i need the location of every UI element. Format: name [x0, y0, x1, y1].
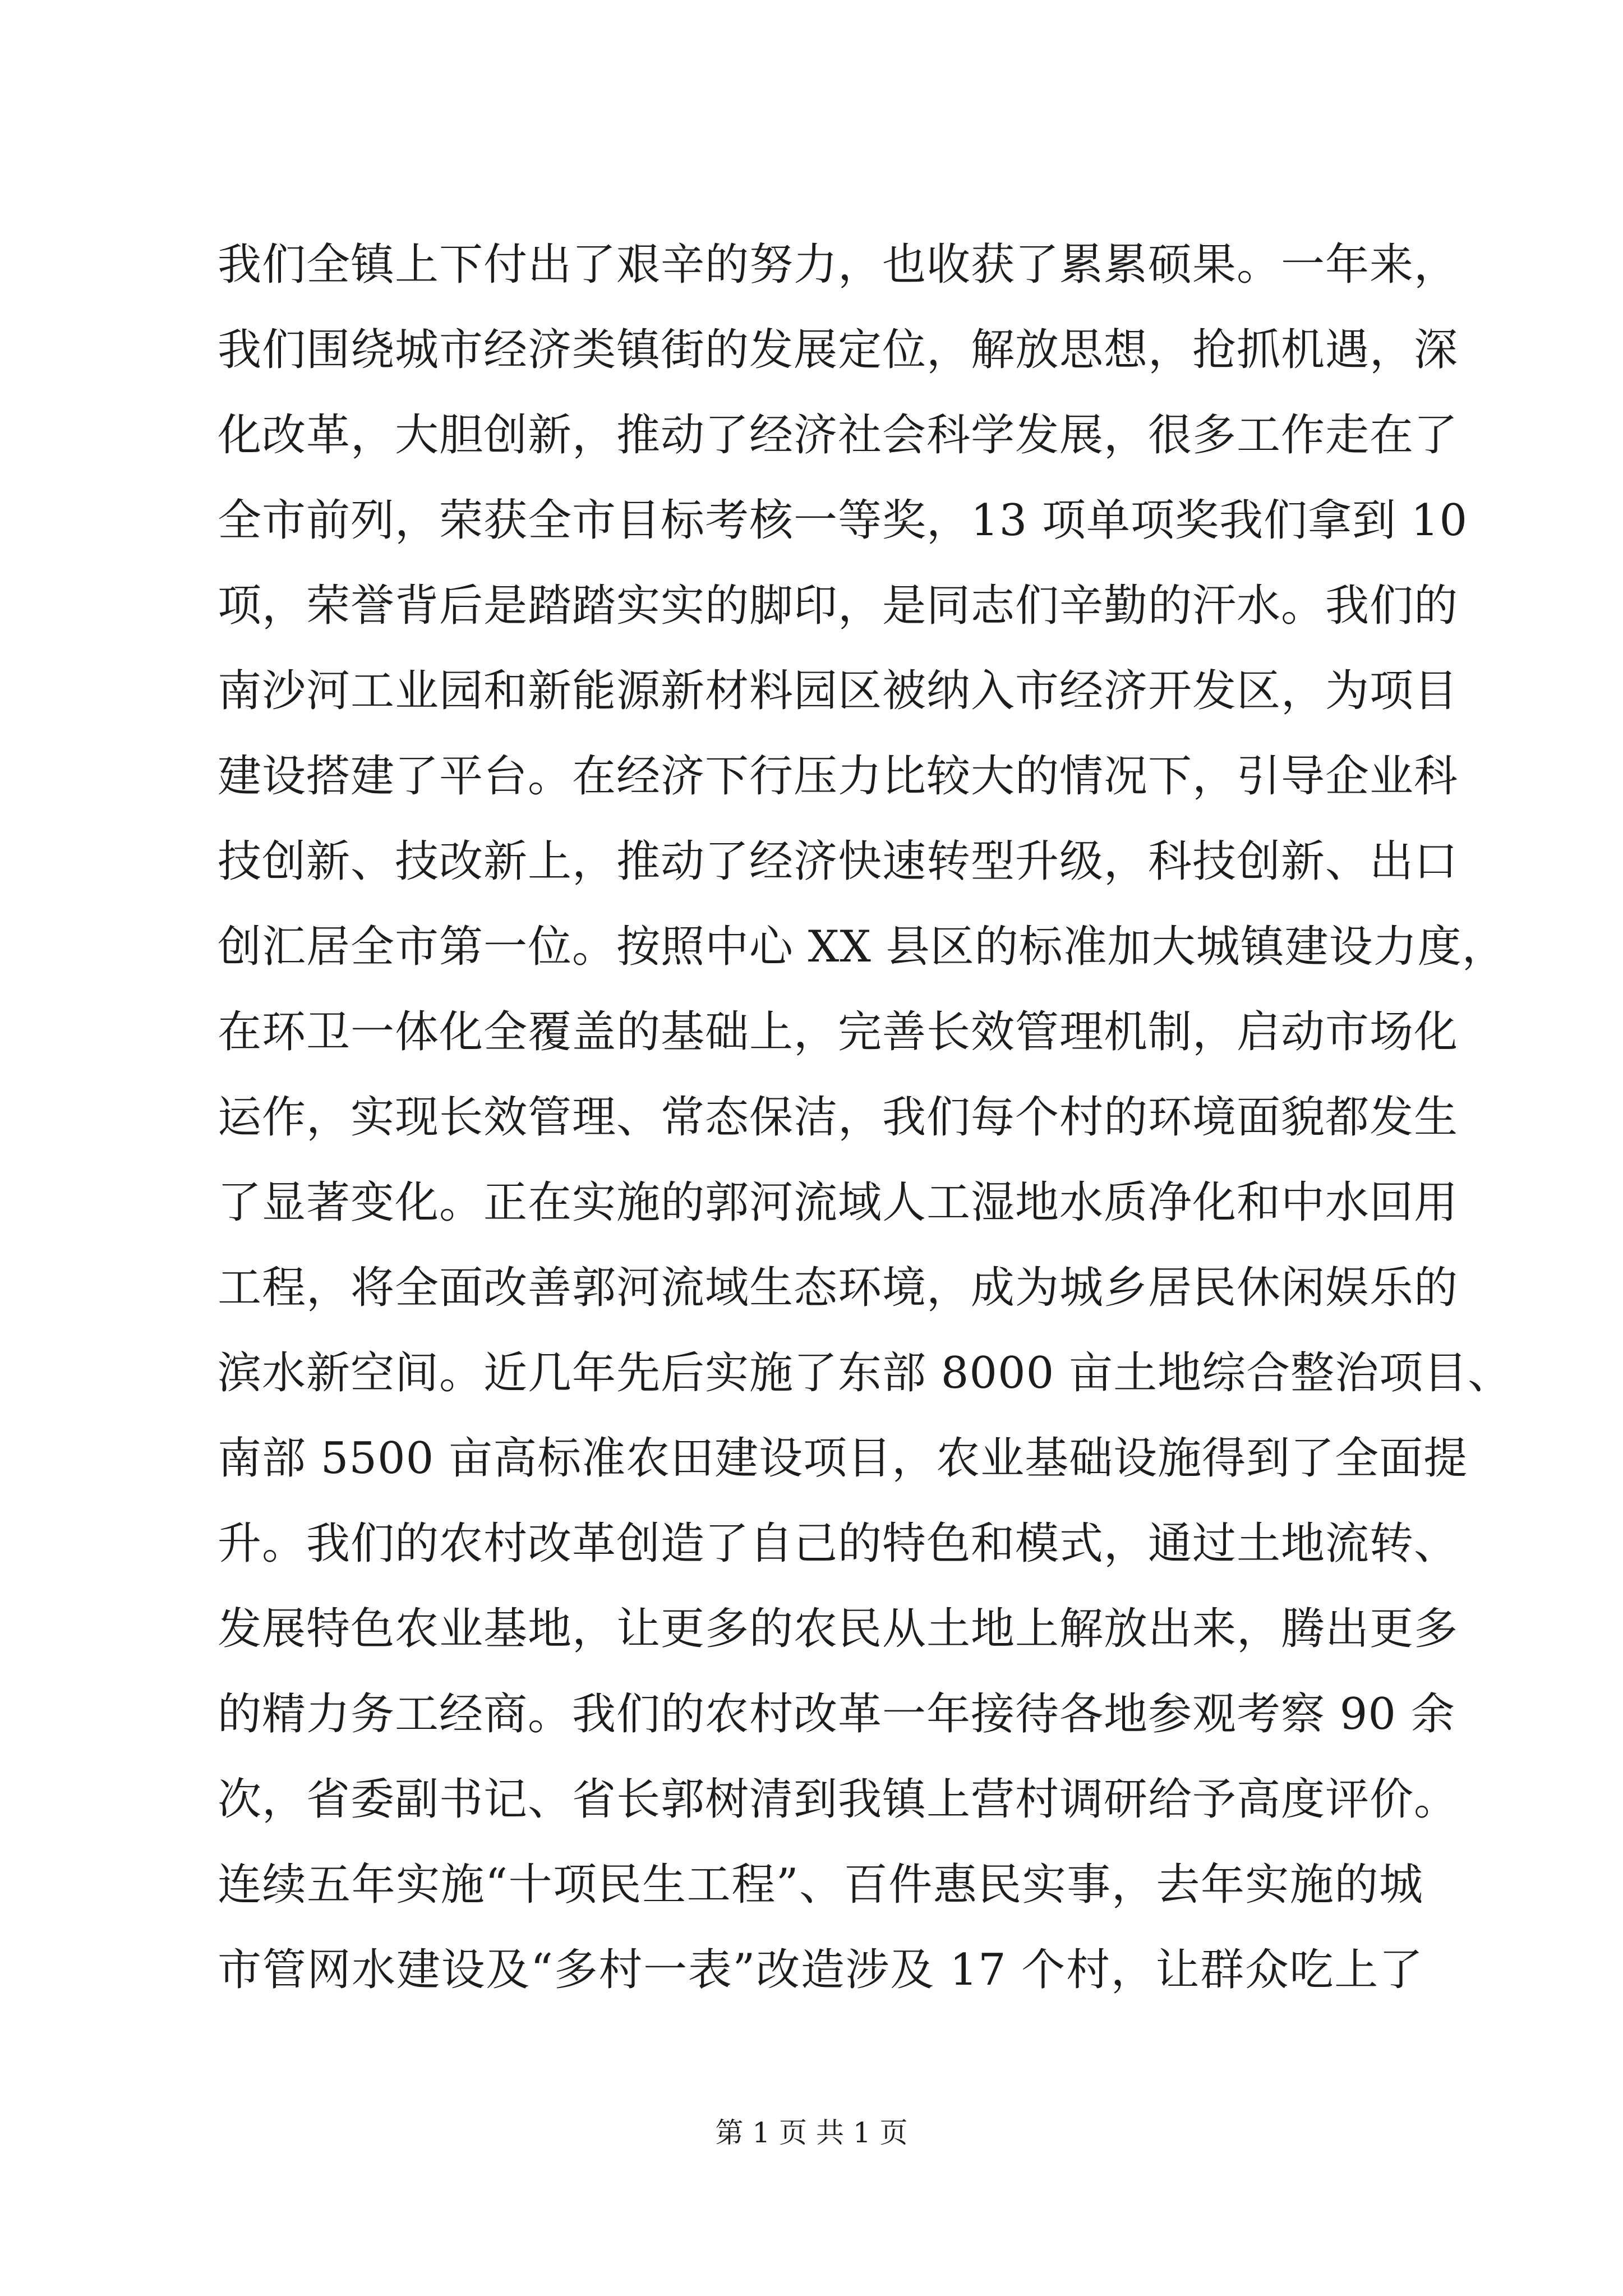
- text-line: 南沙河工业园和新能源新材料园区被纳入市经济开发区，为项目: [218, 666, 1459, 716]
- text-line: 滨水新空间。近几年先后实施了东部 8000 亩土地综合整治项目、: [218, 1348, 1513, 1398]
- body-paragraph: [218, 222, 1513, 2013]
- page-footer: 第 1 页 共 1 页: [715, 2116, 908, 2149]
- text-line: 市管网水建设及“多村一表”改造涉及 17 个村，让群众吃上了: [218, 1945, 1423, 1995]
- text-line: 建设搭建了平台。在经济下行压力比较大的情况下，引导企业科: [218, 751, 1459, 802]
- text-line: 化改革，大胆创新，推动了经济社会科学发展，很多工作走在了: [218, 410, 1459, 461]
- text-line: 运作，实现长效管理、常态保洁，我们每个村的环境面貌都发生: [218, 1092, 1459, 1143]
- text-line: 工程，将全面改善郭河流域生态环境，成为城乡居民休闲娱乐的: [218, 1263, 1459, 1313]
- text-line: 了显著变化。正在实施的郭河流域人工湿地水质净化和中水回用: [218, 1177, 1459, 1228]
- text-line: 南部 5500 亩高标准农田建设项目，农业基础设施得到了全面提: [218, 1433, 1468, 1484]
- text-line: 发展特色农业基地，让更多的农民从土地上解放出来，腾出更多: [218, 1604, 1459, 1654]
- text-line: 连续五年实施“十项民生工程”、百件惠民实事，去年实施的城: [218, 1860, 1423, 1910]
- text-line: 创汇居全市第一位。按照中心 XX 县区的标准加大城镇建设力度，: [218, 922, 1506, 972]
- text-line: 项，荣誉背后是踏踏实实的脚印，是同志们辛勤的汗水。我们的: [218, 581, 1459, 631]
- text-line: 全市前列，荣获全市目标考核一等奖，13 项单项奖我们拿到 10: [218, 495, 1468, 546]
- text-line: 次，省委副书记、省长郭树清到我镇上营村调研给予高度评价。: [218, 1774, 1459, 1825]
- text-line: 升。我们的农村改革创造了自己的特色和模式，通过土地流转、: [218, 1519, 1459, 1569]
- text-line: 技创新、技改新上，推动了经济快速转型升级，科技创新、出口: [218, 836, 1459, 887]
- text-line: 我们全镇上下付出了艰辛的努力，也收获了累累硕果。一年来，: [218, 240, 1459, 290]
- text-line: 我们围绕城市经济类镇街的发展定位，解放思想，抢抓机遇，深: [218, 325, 1459, 375]
- text-line: 的精力务工经商。我们的农村改革一年接待各地参观考察 90 余: [218, 1689, 1455, 1740]
- text-line: 在环卫一体化全覆盖的基础上，完善长效管理机制，启动市场化: [218, 1007, 1459, 1057]
